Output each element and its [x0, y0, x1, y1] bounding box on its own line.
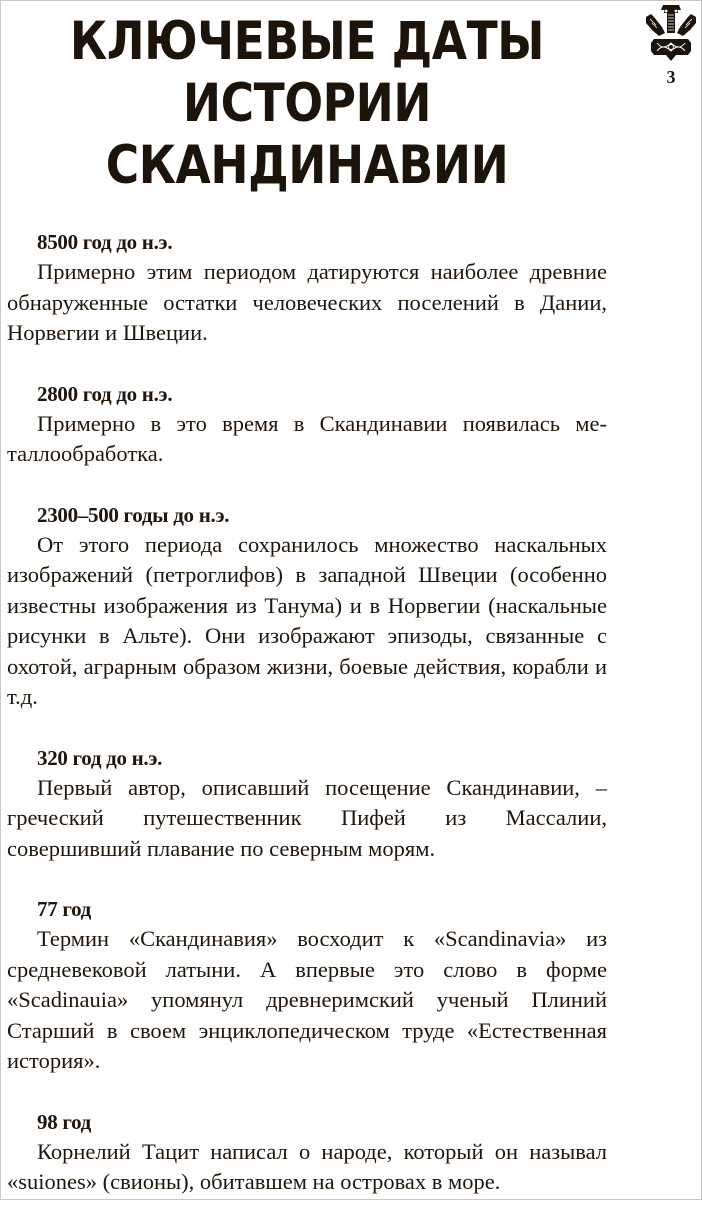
- entry-text: Первый автор, описавший посещение Скандинавии, – греческий путешественник Пифей из Массалии, совершивший плавание по северным морям.: [7, 774, 607, 861]
- timeline-list: [7, 227, 607, 1228]
- timeline-entry: [7, 1107, 607, 1198]
- timeline-entry: [7, 894, 607, 1077]
- timeline-entry: [7, 227, 607, 349]
- entry-date: 2800 год до н.э.: [37, 381, 173, 406]
- timeline-entry: [7, 379, 607, 470]
- entry-date: 77 год: [37, 897, 91, 921]
- page-number: 3: [666, 67, 676, 87]
- title-line-3: СКАНДИНАВИИ: [105, 135, 509, 196]
- entry-date: 2300–500 годы до н.э.: [37, 502, 230, 527]
- entry-text: Примерно в это время в Скандинавии появилась металлообработка.: [7, 410, 607, 466]
- title-line-2: ИСТОРИИ: [182, 73, 432, 134]
- entry-date: 98 год: [37, 1109, 91, 1134]
- entry-date: 8500 год до н.э.: [37, 230, 173, 254]
- mjolnir-hammer-icon: [642, 3, 700, 63]
- entry-text: От этого периода сохранилось множество наскальных изображений (петроглифов) в западной Швеции (особенно известны изображения из Танума) и в Норвегии (наскальные рисунки в Альте). Они изображают эпизоды, связанные с охотой, аграрным образом жизни, боевые действия, корабли и т.д.: [7, 531, 607, 709]
- page-title: [44, 11, 570, 197]
- timeline-entry: [7, 500, 607, 713]
- title-line-1: КЛЮЧЕВЫЕ ДАТЫ: [69, 11, 545, 72]
- entry-text: Корнелий Тацит написал о народе, который он называл «suiones» (свионы), обитавшем на островах в море.: [7, 1138, 607, 1194]
- entry-text: Примерно этим периодом датируются наиболее древние обнаруженные остатки человеческих поселений в Дании, Норвегии и Швеции.: [7, 259, 607, 345]
- timeline-entry: [7, 743, 607, 865]
- entry-text: Термин «Скандинавия» восходит к «Scandinavia» из средневековой латыни. А впервые это слово в форме «Scadinauia» упомянул древнеримский ученый Плиний Старший в своем энциклопедическом труде «Естественная история».: [7, 926, 607, 1073]
- entry-date: 320 год до н.э.: [37, 745, 163, 770]
